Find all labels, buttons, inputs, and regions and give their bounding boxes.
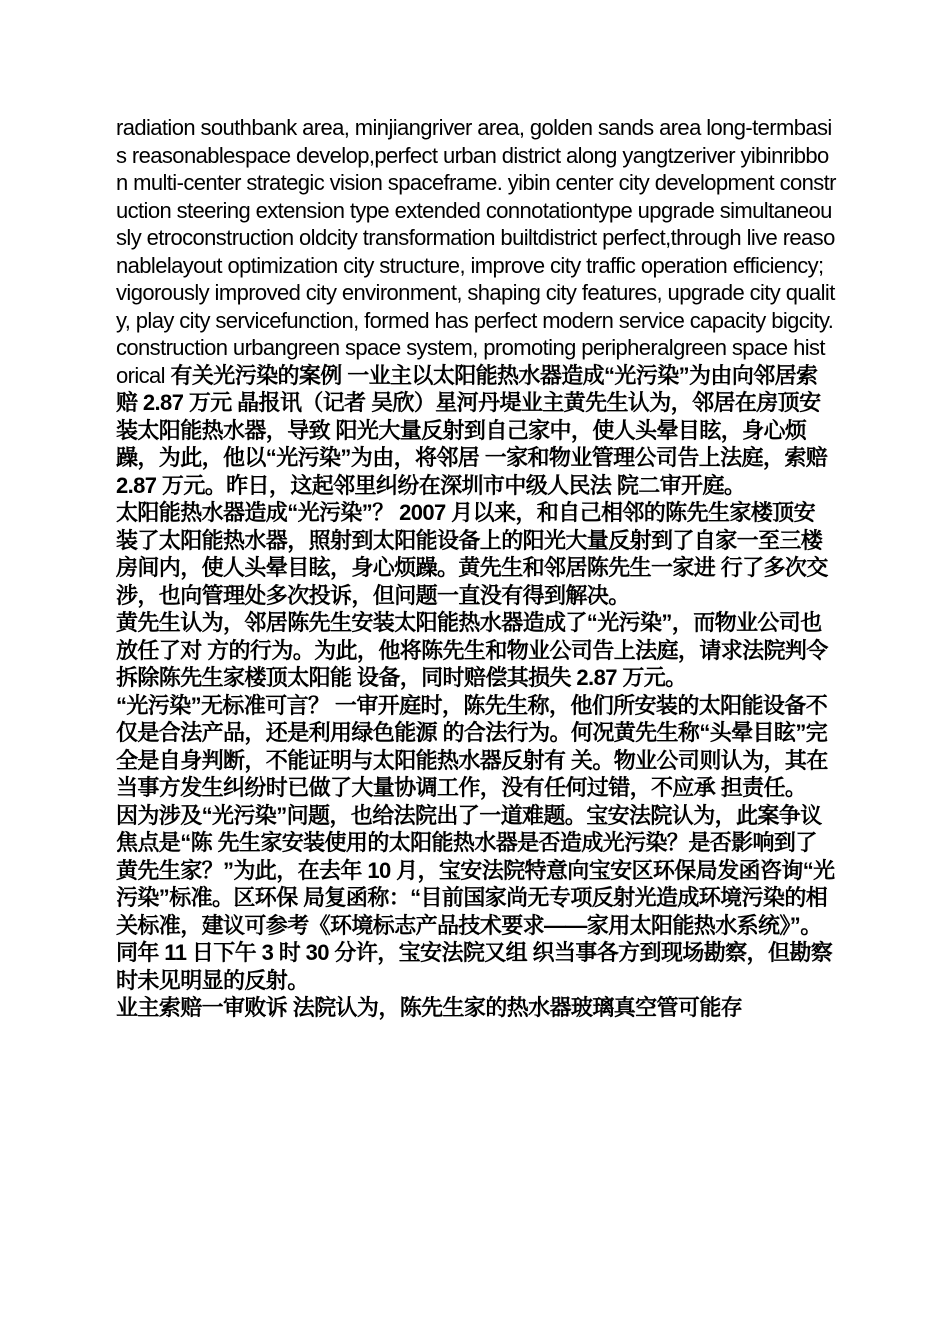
paragraph-1 — [116, 114, 836, 499]
paragraph-3: 黄先生认为，邻居陈先生安装太阳能热水器造成了“光污染”，而物业公司也放任了对 方的行为。为此，他将陈先生和物业公司告上法庭，请求法院判令拆除陈先生家楼顶太阳能 设备，同时赔偿其损失 2.87 万元。 — [116, 610, 828, 690]
paragraph-4: “光污染”无标准可言？ 一审开庭时，陈先生称，他们所安装的太阳能设备不仅是合法产品，还是利用绿色能源 的合法行为。何况黄先生称“头晕目眩”完全是自身判断，不能证明与太阳能热水器反射有 关。物业公司则认为，其在当事方发生纠纷时已做了大量协调工作，没有任何过错，不应承 担责任。 — [116, 692, 828, 800]
paragraph-5: 因为涉及“光污染”问题，也给法院出了一道难题。宝安法院认为，此案争议焦点是“陈 先生家安装使用的太阳能热水器是否造成光污染？是否影响到了黄先生家？”为此，在去年 10 月，宝安法院特意向宝安区环保局发函咨询“光污染”标准。区环保 局复函称：“目前国家尚无专项反射光造成环境污染的相关标准，建议可参考《环境标志产品技术要求——家用太阳能热水系统》”。同年 11 日下午 3 时 30 分许，宝安法院又组 织当事各方到现场勘察，但勘察时未见明显的反射。 — [116, 802, 835, 993]
case-intro-text: 有关光污染的案例 一业主以太阳能热水器造成“光污染”为由向邻居索赔 2.87 万元 晶报讯（记者 吴欣）星河丹堤业主黄先生认为，邻居在房顶安装太阳能热水器，导致 阳光大量反射到自己家中，使人头晕目眩，身心烦躁，为此，他以“光污染”为由，将邻居 一家和物业管理公司告上法庭，索赔 2.87 万元。昨日，这起邻里纠纷在深圳市中级人民法 院二审开庭。 — [116, 362, 828, 498]
paragraph-2: 太阳能热水器造成“光污染”？ 2007 月以来，和自己相邻的陈先生家楼顶安装了太阳能热水器，照射到太阳能设备上的阳光大量反射到了自家一至三楼房间内，使人头晕目眩，身心烦躁。黄先生和邻居陈先生一家进 行了多次交涉，也向管理处多次投诉，但问题一直没有得到解决。 — [116, 500, 828, 608]
english-text: radiation southbank area, minjiangriver area, golden sands area long-termbasis reasonablespace develop,perfect urban district along yangtzeriver yibinribbon multi-center strategic vision spaceframe. yibin center city development construction steering extension type extended connotationtype upgrade simultaneously etroconstruction oldcity transformation builtdistrict perfect,through live reasonablelayout optimization city structure, improve city traffic operation efficiency; vigorously improved city environment, shaping city features, upgrade city quality, play city servicefunction, formed has perfect modern service capacity bigcity. construction urbangreen space system, promoting peripheralgreen space historical — [116, 115, 836, 388]
document-body — [116, 114, 836, 1022]
paragraph-6: 业主索赔一审败诉 法院认为，陈先生家的热水器玻璃真空管可能存 — [116, 995, 743, 1020]
